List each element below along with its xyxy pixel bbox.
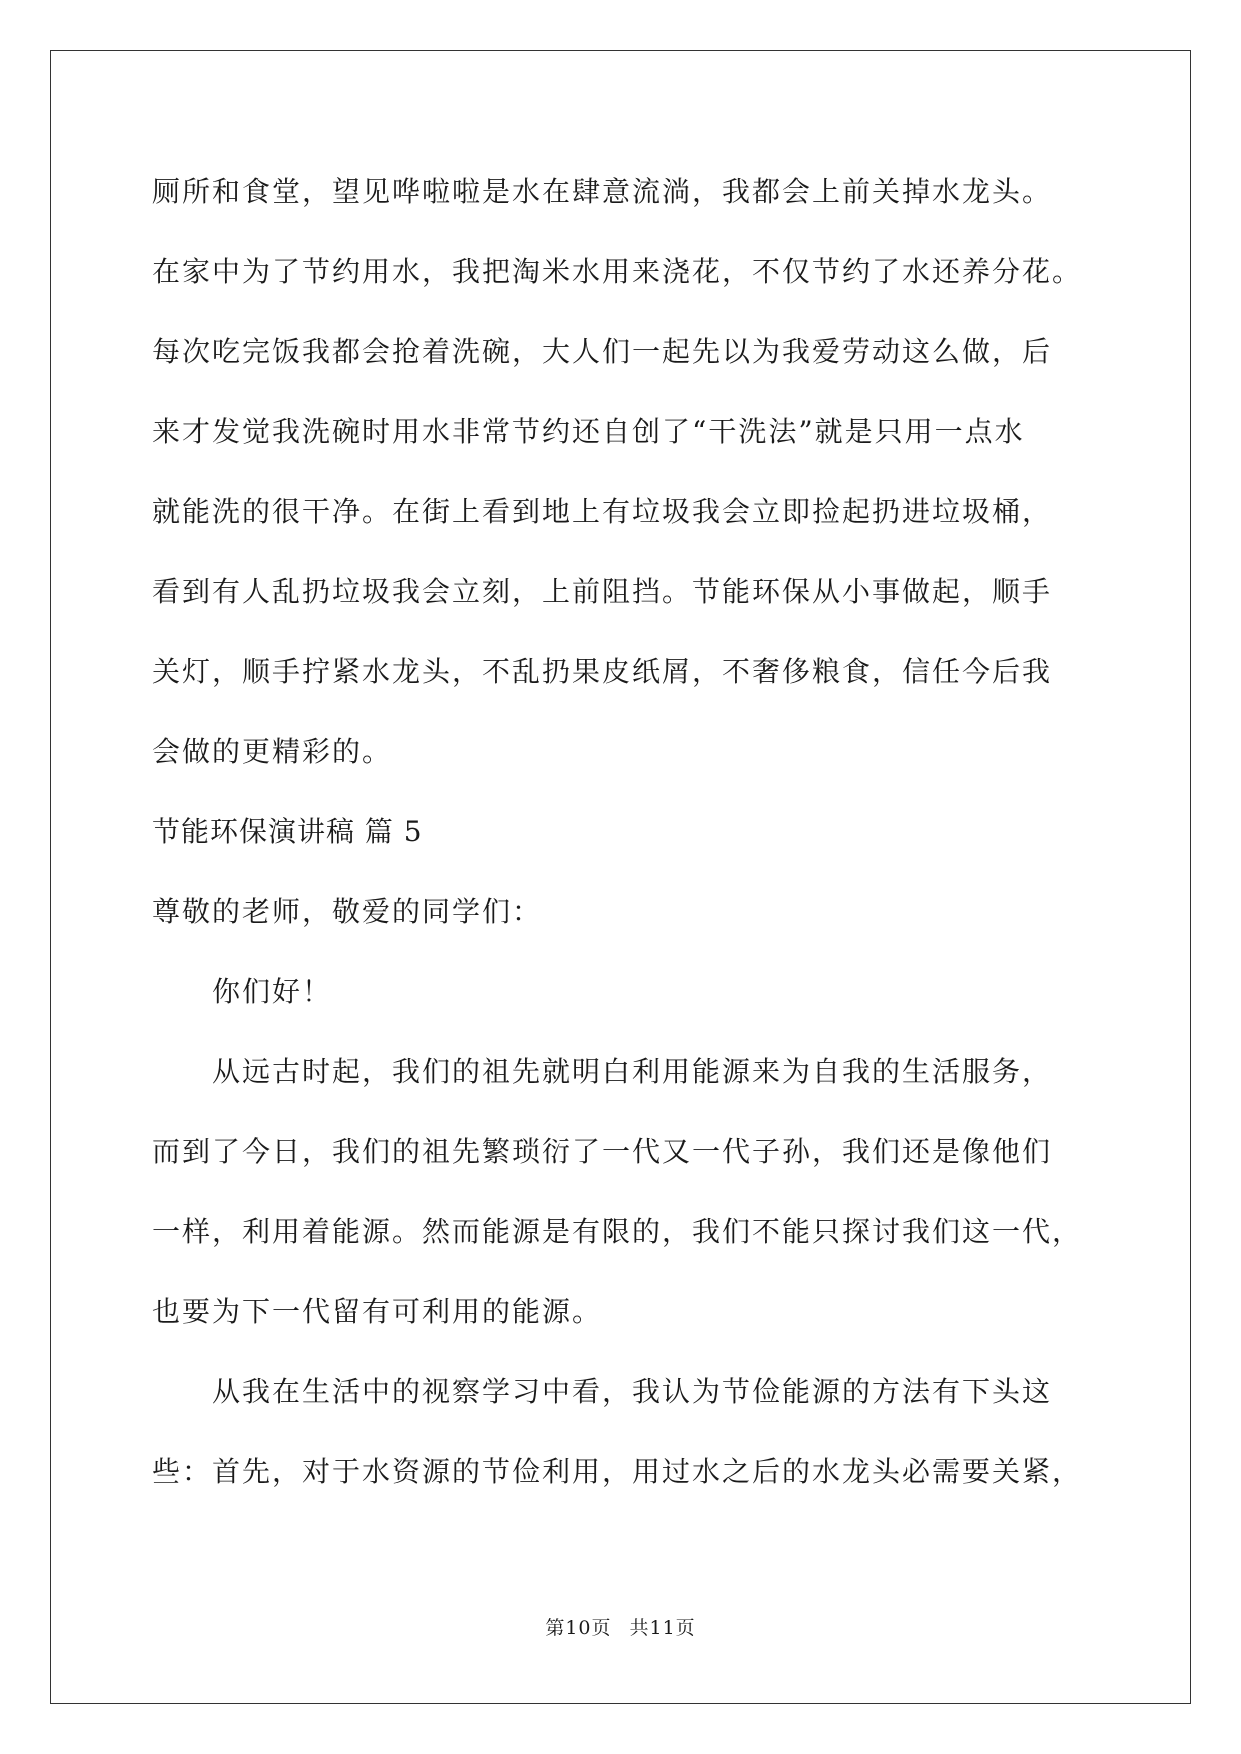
text-line: 会做的更精彩的。 [152, 735, 393, 768]
paragraph-line: 从远古时起，我们的祖先就明白利用能源来为自我的生活服务， [212, 1055, 1053, 1088]
paragraph-line: 也要为下一代留有可利用的能源。 [152, 1295, 603, 1328]
paragraph-line: 而到了今日，我们的祖先繁琐衍了一代又一代子孙，我们还是像他们 [152, 1135, 1053, 1168]
page-number: 第10页 [545, 1617, 612, 1639]
text-line: 就能洗的很干净。在街上看到地上有垃圾我会立即捡起扔进垃圾桶， [152, 495, 1053, 528]
greeting: 你们好！ [212, 975, 333, 1008]
text-line: 来才发觉我洗碗时用水非常节约还自创了“干洗法”就是只用一点水 [152, 415, 1025, 448]
paragraph-line: 一样，利用着能源。然而能源是有限的，我们不能只探讨我们这一代， [152, 1215, 1083, 1248]
page-footer [0, 1616, 1241, 1640]
salutation: 尊敬的老师，敬爱的同学们： [152, 895, 543, 928]
text-line: 看到有人乱扔垃圾我会立刻，上前阻挡。节能环保从小事做起，顺手 [152, 575, 1053, 608]
page-total: 共11页 [629, 1617, 696, 1639]
section-title: 节能环保演讲稿 篇 5 [152, 815, 423, 848]
text-line: 关灯，顺手拧紧水龙头，不乱扔果皮纸屑，不奢侈粮食，信任今后我 [152, 655, 1053, 688]
text-line: 厕所和食堂，望见哗啦啦是水在肆意流淌，我都会上前关掉水龙头。 [152, 175, 1053, 208]
text-line: 每次吃完饭我都会抢着洗碗，大人们一起先以为我爱劳动这么做，后 [152, 335, 1053, 368]
paragraph-line: 些：首先，对于水资源的节俭利用，用过水之后的水龙头必需要关紧， [152, 1455, 1083, 1488]
text-line: 在家中为了节约用水，我把淘米水用来浇花，不仅节约了水还养分花。 [152, 255, 1083, 288]
paragraph-line: 从我在生活中的视察学习中看，我认为节俭能源的方法有下头这 [212, 1375, 1053, 1408]
